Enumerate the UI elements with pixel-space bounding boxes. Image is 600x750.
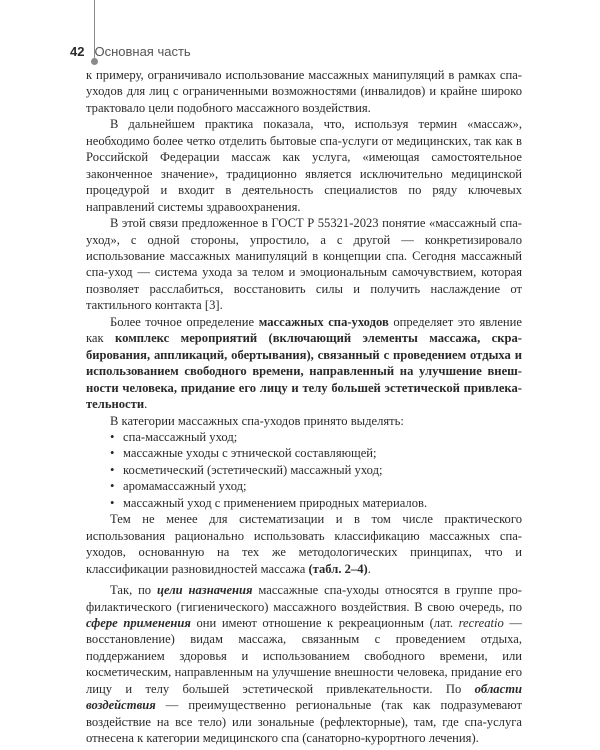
list-item: • спа-массажный уход;	[110, 429, 522, 445]
paragraph	[86, 215, 522, 314]
text-run: Так, по	[110, 583, 157, 598]
running-header	[70, 43, 191, 59]
emphasis-text: сфере применения	[86, 615, 191, 630]
text-run: .	[144, 397, 148, 412]
text-run: они имеют отношение к рекреационным (лат.	[190, 615, 459, 630]
emphasis-text: цели назначения	[156, 583, 253, 598]
paragraphs-before-list	[86, 67, 522, 429]
paragraph	[86, 511, 522, 577]
list-item: • массажный уход с применением природных материалов.	[110, 495, 522, 511]
emphasis-text: recreatio	[458, 615, 504, 630]
paragraph	[86, 67, 522, 116]
text-run: .	[367, 561, 371, 576]
text-run: Тем не менее для систематизации и в том числе практического использования рационально использовать классификацию массажных спа-уходов, основанную на тех же методологических принципах, что и классификации разновидностей массажа	[86, 512, 522, 576]
emphasis-text: комплекс мероприятий (включающий элементы массажа, скрабирования, аппликаций, обертывания), связанный с проведением отдыха и использованием свободного времени, направленный на улучшение внешности человека, придание его лицу и телу большей эстетической привлекательности	[86, 331, 522, 412]
paragraph	[86, 582, 522, 747]
text-run: В категории массажных спа-уходов принято выделять:	[110, 413, 404, 428]
emphasis-text: (табл. 2–4)	[308, 561, 368, 576]
text-run: В дальнейшем практика показала, что, используя термин «массаж», необходимо более четко отделить бытовые спа-услуги от медицинских, так как в Российской Федерации массаж как услуга, «имеющая самостоятельное законченное значение», традиционно является исключительно медицинской процедурой и входит в деятельность специалистов по ряду ключевых направлений системы здравоохранения.	[86, 117, 522, 214]
list-item: • массажные уходы с этнической составляющей;	[110, 445, 522, 461]
text-run: — восстановление) видам массажа, связанным с проведением отдыха, поддержанием здоровья и использованием свободного времени, или косметическим, направленным на улучшение внешности человека, придание его лицу и телу большей эстетической привлекательности. По	[86, 615, 522, 696]
header-rule-dot	[91, 58, 98, 65]
text-run: к примеру, ограничивало использование массажных манипуляций в рамках спа-уходов для лиц с ограниченными возможностями (инвалидов) и крайне широко трактовало цели подобного массажного воздействия.	[86, 68, 522, 115]
text-run: Более точное определение	[110, 314, 259, 329]
paragraph	[86, 314, 522, 413]
list-item: • косметический (эстетический) массажный уход;	[110, 462, 522, 478]
paragraphs-after-list	[86, 511, 522, 746]
body-text	[86, 67, 522, 747]
text-run: — преимущественно региональные (так как подразумевают воздействие на все тело) или зональные (рефлекторные), там, где спа-услуга отнесена к категории медицинского спа (санаторно-курортного лечения).	[86, 698, 522, 746]
list-item: • аромамассажный уход;	[110, 478, 522, 494]
section-title: Основная часть	[94, 44, 191, 59]
paragraph	[86, 116, 522, 215]
emphasis-text: области воздействия	[86, 681, 522, 713]
paragraph	[86, 413, 522, 429]
text-run: массажные спа-уходы относятся в группе профилактического (гигиенического) массажного воздействия. В свою очередь, по	[86, 583, 522, 614]
emphasis-text: массажных спа-уходов	[258, 314, 389, 329]
text-run: определяет это явление как	[86, 314, 522, 346]
text-run: В этой связи предложенное в ГОСТ Р 55321-2023 понятие «массажный спа-уход», с одной стороны, упростило, а с другой — конкретизировало использование массажных манипуляций в концепции спа. Сегодня массажный спа-уход — система ухода за телом и эмоциональным самочувствием, которая позволяет расслабиться, восстановить силы и получить наслаждение от тактильного контакта [3].	[86, 216, 522, 313]
category-list	[86, 429, 522, 511]
page-number: 42	[70, 44, 85, 59]
